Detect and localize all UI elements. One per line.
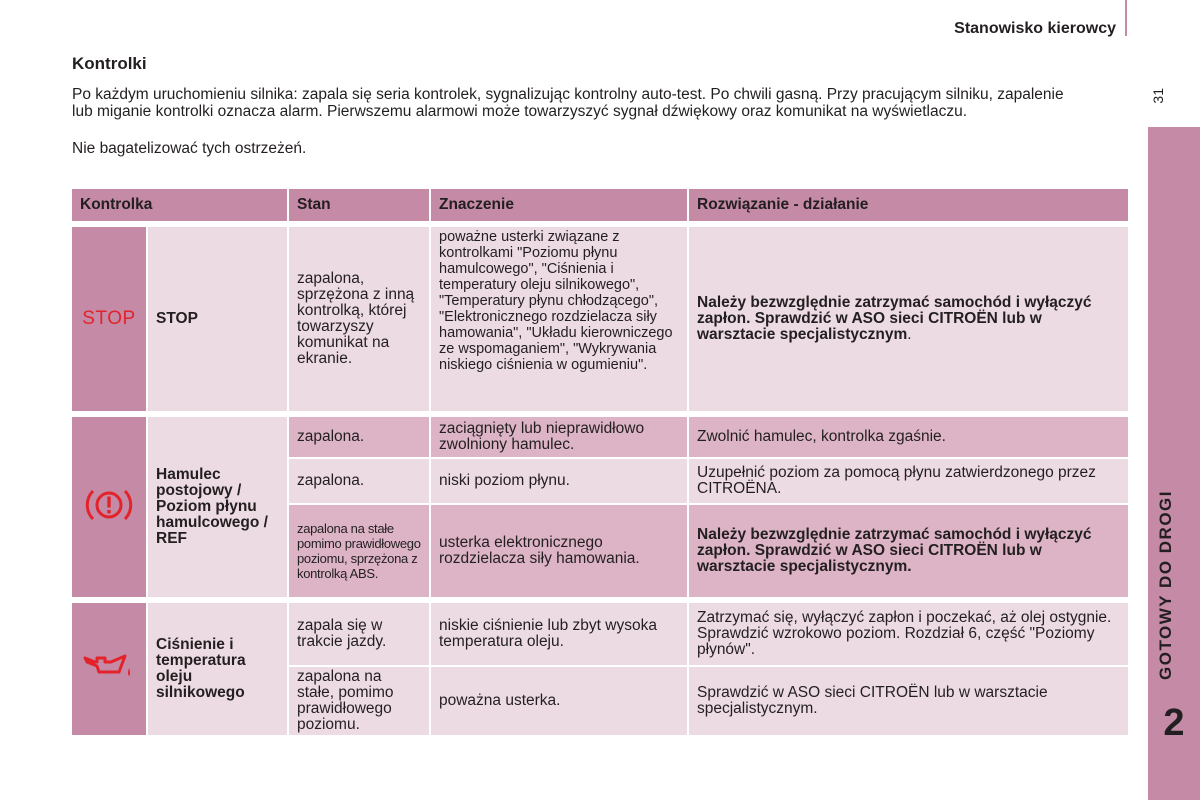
oil-can-icon bbox=[72, 603, 146, 735]
action-cell: Sprawdzić w ASO sieci CITROËN lub w warsztacie specjalistycznym. bbox=[689, 667, 1128, 735]
intro-paragraph: Po każdym uruchomieniu silnika: zapala się seria kontrolek, sygnalizując kontrolny auto-test. Po chwili gasną. Przy pracującym silniku, zapalenie lub miganie kontrolki oznacza alarm. Pierwszemu alarmowi może towarzyszyć sygnał dźwiękowy oraz komunikat na wyświetlaczu. bbox=[72, 86, 1064, 120]
table-row-oil-1 bbox=[72, 603, 1128, 665]
oil-can-icon-svg bbox=[81, 650, 137, 684]
meaning-cell: niski poziom płynu. bbox=[431, 459, 687, 503]
row-name-stop: STOP bbox=[148, 227, 287, 411]
brake-warning-icon bbox=[72, 417, 146, 597]
header-stan: Stan bbox=[289, 189, 429, 221]
header-kontrolka: Kontrolka bbox=[72, 189, 287, 221]
state-cell: zapalona na stałe pomimo prawidłowego poziomu, sprzężona z kontrolką ABS. bbox=[289, 505, 429, 597]
warning-lights-table bbox=[70, 187, 1130, 737]
chapter-number: 2 bbox=[1163, 702, 1185, 744]
action-cell bbox=[689, 227, 1128, 411]
page-header-title: Stanowisko kierowcy bbox=[954, 20, 1116, 37]
meaning-cell: usterka elektronicznego rozdzielacza siły hamowania. bbox=[431, 505, 687, 597]
action-emphasis: Należy bezwzględnie zatrzymać samochód i wyłączyć zapłon. Sprawdzić w ASO sieci CITROËN lub w warsztacie specjalistycznym bbox=[697, 294, 1092, 343]
section-title: Kontrolki bbox=[72, 54, 147, 73]
page-number: 31 bbox=[1150, 88, 1166, 104]
header-znaczenie: Znaczenie bbox=[431, 189, 687, 221]
meaning-cell: niskie ciśnienie lub zbyt wysoka temperatura oleju. bbox=[431, 603, 687, 665]
meaning-cell: poważne usterki związane z kontrolkami "Poziomu płynu hamulcowego", "Ciśnienia i temperatury oleju silnikowego", "Temperatury płynu chłodzącego", "Elektronicznego rozdzielacza siły hamowania", "Układu kierowniczego ze wspomaganiem", "Wykrywania niskiego ciśnienia w ogumieniu". bbox=[431, 227, 687, 411]
table-row-brake-1 bbox=[72, 417, 1128, 457]
row-name-oil: Ciśnienie i temperatura oleju silnikowego bbox=[148, 603, 287, 735]
header-rozwiazanie: Rozwiązanie - działanie bbox=[689, 189, 1128, 221]
chapter-side-tab bbox=[1148, 127, 1200, 800]
warning-paragraph: Nie bagatelizować tych ostrzeżeń. bbox=[72, 140, 307, 157]
state-cell: zapalona. bbox=[289, 417, 429, 457]
meaning-cell: poważna usterka. bbox=[431, 667, 687, 735]
action-cell: Zatrzymać się, wyłączyć zapłon i poczekać, aż olej ostygnie. Sprawdzić wzrokowo poziom. Rozdział 6, część "Poziomy płynów". bbox=[689, 603, 1128, 665]
state-cell: zapalona, sprzężona z inną kontrolką, której towarzyszy komunikat na ekranie. bbox=[289, 227, 429, 411]
brake-warning-icon-svg bbox=[83, 485, 135, 525]
row-name-brake: Hamulec postojowy / Poziom płynu hamulcowego / REF bbox=[148, 417, 287, 597]
action-cell: Uzupełnić poziom za pomocą płynu zatwierdzonego przez CITROËNA. bbox=[689, 459, 1128, 503]
chapter-label: GOTOWY DO DROGI bbox=[1156, 490, 1175, 680]
action-cell: Zwolnić hamulec, kontrolka zgaśnie. bbox=[689, 417, 1128, 457]
state-cell: zapalona. bbox=[289, 459, 429, 503]
table-row-stop bbox=[72, 227, 1128, 411]
state-cell: zapalona na stałe, pomimo prawidłowego poziomu. bbox=[289, 667, 429, 735]
state-cell: zapala się w trakcie jazdy. bbox=[289, 603, 429, 665]
header-rule bbox=[1125, 0, 1127, 36]
meaning-cell: zaciągnięty lub nieprawidłowo zwolniony hamulec. bbox=[431, 417, 687, 457]
action-tail: . bbox=[907, 326, 912, 343]
table-header-row bbox=[72, 189, 1128, 221]
action-cell: Należy bezwzględnie zatrzymać samochód i wyłączyć zapłon. Sprawdzić w ASO sieci CITROËN lub w warsztacie specjalistycznym. bbox=[689, 505, 1128, 597]
stop-icon: STOP bbox=[72, 227, 146, 411]
